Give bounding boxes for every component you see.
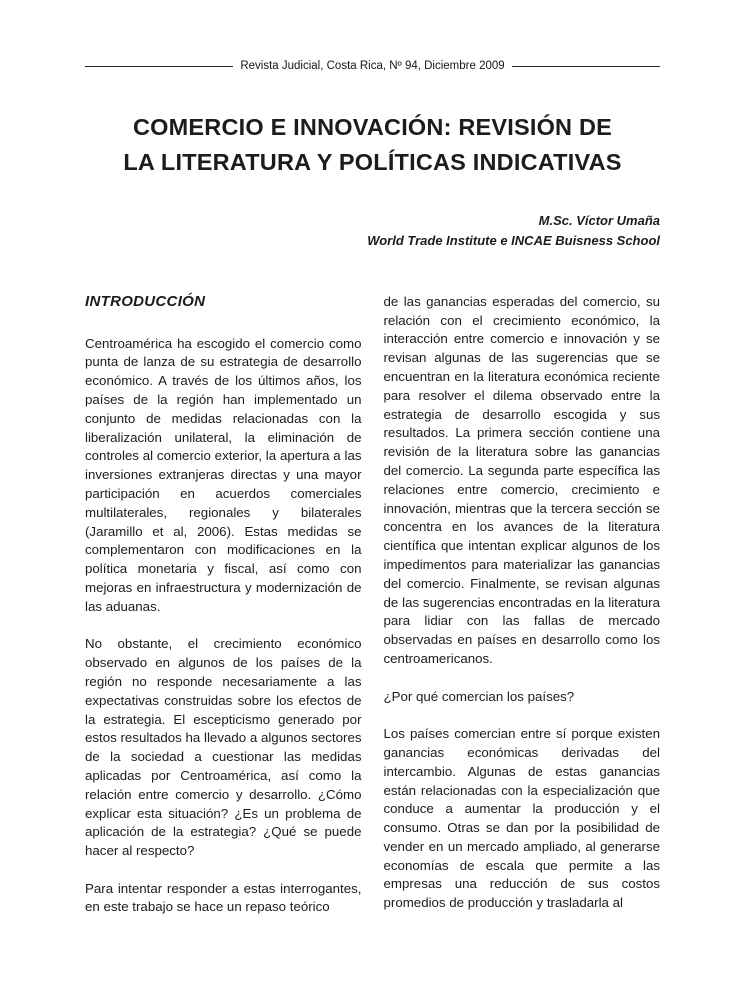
section-heading-introduccion: INTRODUCCIÓN	[85, 292, 206, 310]
paragraph: Los países comercian entre sí porque existen ganancias económicas derivadas del intercambio. Algunas de estas ganancias están relacionadas con la especialización que conduce a aumentar la producción y el consumo. Otras se dan por la posibilidad de vender en un mercado ampliado, al generarse economías de escala que permite a las empresas una reducción de sus costos promedios de producción y trasladarla al	[383, 726, 660, 911]
paragraph: de las ganancias esperadas del comercio, su relación con el crecimiento económico, la interacción entre comercio e innovación y se revisan algunas de las sugerencias que se encuentran en la literatura económica reciente para resolver el dilema observado entre la estrategia de desarrollo escogida y sus resultados. La primera sección contiene una revisión de la literatura sobre las ganancias del comercio. La segunda parte específica las relaciones entre comercio, crecimiento e innovación, mientras que la tercera sección se concentra en los avances de la literatura científica que intentan explicar algunos de los impedimentos para materializar las ganancias del comercio. Finalmente, se revisan algunas de las sugerencias encontradas en la literatura para lidiar con las fallas de mercado observadas en países en desarrollo como los centroamericanos.	[383, 293, 660, 666]
author-block	[85, 211, 660, 251]
paragraph: Para intentar responder a estas interrogantes, en este trabajo se hace un repaso teórico	[85, 880, 362, 915]
header-rule-right	[512, 66, 660, 67]
subsection-question: ¿Por qué comercian los países?	[383, 688, 575, 704]
paragraph: Centroamérica ha escogido el comercio como punta de lanza de su estrategia de desarrollo económico. A través de los últimos años, los países de la región han implementado un conjunto de medidas relacionadas con la liberalización unilateral, la eliminación de controles al comercio exterior, la apertura a las inversiones extranjeras directas y una mayor participación en acuerdos comerciales multilaterales, regionales y bilaterales (Jaramillo et al, 2006). Estas medidas se complementaron con modificaciones en la política monetaria y fiscal, así como con mejoras en infraestructura y modernización de las aduanas.	[85, 335, 362, 614]
header-rule-left	[85, 66, 233, 67]
paragraph: No obstante, el crecimiento económico observado en algunos de los países de la región no responde necesariamente a las expectativas construidas sobre los efectos de la estrategia. El escepticismo generado por estos resultados ha llevado a algunos sectores de la sociedad a cuestionar las medidas aplicadas por Centroamérica, así como la relación entre comercio y desarrollo. ¿Cómo explicar esta situación? ¿Es un problema de aplicación de la estrategia? ¿Qué se puede hacer al respecto?	[85, 636, 362, 859]
right-column	[384, 293, 661, 936]
author-name: M.Sc. Víctor Umaña	[538, 212, 660, 228]
article-columns	[85, 293, 660, 936]
article-title: COMERCIO E INNOVACIÓN: REVISIÓN DE LA LITERATURA Y POLÍTICAS INDICATIVAS	[123, 114, 622, 176]
journal-header-text: Revista Judicial, Costa Rica, Nº 94, Diciembre 2009	[240, 60, 505, 72]
author-affiliation: World Trade Institute e INCAE Buisness School	[367, 232, 660, 248]
left-column	[85, 293, 362, 936]
journal-header	[85, 60, 660, 72]
